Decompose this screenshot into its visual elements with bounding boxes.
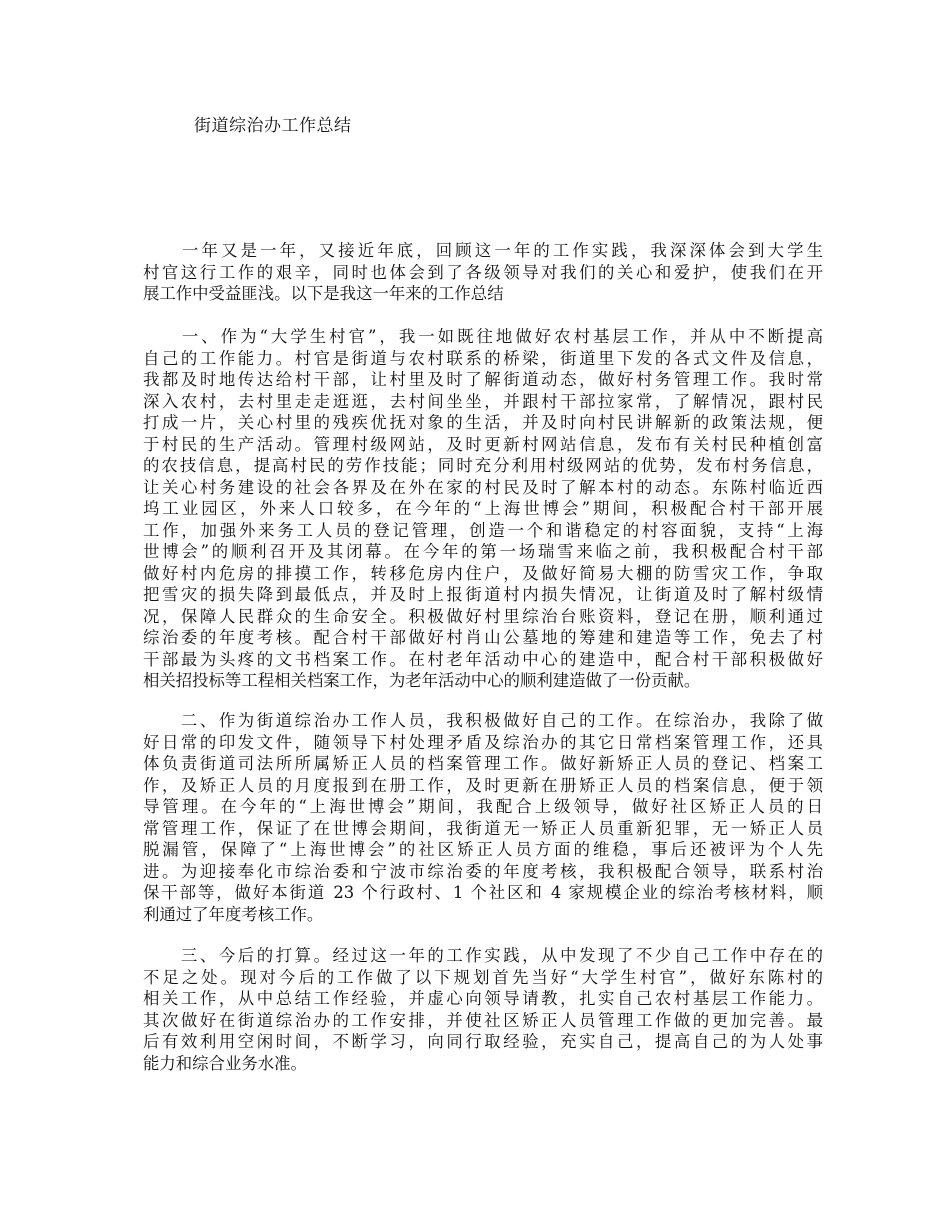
- text-line: 二、作为街道综治办工作人员，我积极做好自己的工作。在综治办，我除了做: [143, 711, 823, 730]
- text-line: 干部最为头疼的文书档案工作。在村老年活动中心的建造中，配合村干部积极做好: [143, 649, 823, 669]
- text-line: 相关工作，从中总结工作经验，并虚心向领导请教，扎实自己农村基层工作能力。: [143, 989, 823, 1008]
- text-line: 不足之处。现对今后的工作做了以下规划首先当好“大学生村官”，做好东陈村的: [143, 967, 823, 987]
- text-line: 的农技信息，提高村民的劳作技能；同时充分利用村级网站的优势，发布村务信息，: [143, 456, 823, 475]
- paragraph-section-two: [143, 710, 823, 925]
- text-line: 常管理工作，保证了在世博会期间，我街道无一矫正人员重新犯罪，无一矫正人员: [143, 818, 823, 838]
- text-line: 相关招投标等工程相关档案工作，为老年活动中心的顺利建造做了一份贡献。: [143, 671, 701, 690]
- text-line: 其次做好在街道综治办的工作安排，并使社区矫正人员管理工作做的更加完善。最: [143, 1010, 823, 1030]
- text-line: 后有效利用空闲时间，不断学习，向同行取经验，充实自己，提高自己的为人处事: [143, 1032, 823, 1051]
- text-line: 进。为迎接奉化市综治委和宁波市综治委的年度考核，我积极配合领导，联系村治: [143, 861, 823, 881]
- text-line: 深入农村，去村里走走逛逛，去村间坐坐，并跟村干部拉家常，了解情况，跟村民: [143, 391, 823, 411]
- text-line: 自己的工作能力。村官是街道与农村联系的桥梁，街道里下发的各式文件及信息，: [143, 348, 823, 368]
- text-line: 导管理。在今年的“上海世博会”期间，我配合上级领导，做好社区矫正人员的日: [143, 797, 823, 816]
- text-line: 好日常的印发文件，随领导下村处理矛盾及综治办的其它日常档案管理工作，还具: [143, 732, 823, 752]
- text-line: 况，保障人民群众的生命安全。积极做好村里综治台账资料，登记在册，顺利通过: [143, 606, 823, 626]
- text-line: 体负责街道司法所所属矫正人员的档案管理工作。做好新矫正人员的登记、档案工: [143, 754, 823, 773]
- text-line: 做好村内危房的排摸工作，转移危房内住户，及做好简易大棚的防雪灾工作，争取: [143, 563, 823, 583]
- text-line: 让关心村务建设的社会各界及在外在家的村民及时了解本村的动态。东陈村临近西: [143, 477, 823, 497]
- text-line: 利通过了年度考核工作。: [143, 904, 324, 924]
- document-title: 街道综治办工作总结: [194, 116, 352, 136]
- text-line: 作，及矫正人员的月度报到在册工作，及时更新在册矫正人员的档案信息，便于领: [143, 775, 823, 795]
- text-line: 工作，加强外来务工人员的登记管理，创造一个和谐稳定的村容面貌，支持“上海: [143, 520, 823, 540]
- text-line: 脱漏管，保障了“上海世博会”的社区矫正人员方面的维稳，事后还被评为个人先: [143, 840, 823, 859]
- paragraph-section-one: [143, 326, 823, 692]
- text-line: 保干部等，做好本街道 23 个行政村、1 个社区和 4 家规模企业的综治考核材料，顺: [143, 883, 823, 902]
- paragraph-intro: [143, 240, 823, 305]
- text-line: 世博会”的顺利召开及其闭幕。在今年的第一场瑞雪来临之前，我积极配合村干部: [143, 542, 823, 561]
- text-line: 于村民的生产活动。管理村级网站，及时更新村网站信息，发布有关村民种植创富: [143, 434, 823, 454]
- text-line: 我都及时地传达给村干部，让村里及时了解街道动态，做好村务管理工作。我时常: [143, 370, 823, 389]
- text-line: 坞工业园区，外来人口较多，在今年的“上海世博会”期间，积极配合村干部开展: [143, 499, 823, 518]
- text-line: 能力和综合业务水准。: [143, 1053, 307, 1073]
- text-line: 把雪灾的损失降到最低点，并及时上报街道村内损失情况，让街道及时了解村级情: [143, 585, 823, 604]
- text-line: 一年又是一年，又接近年底，回顾这一年的工作实践，我深深体会到大学生: [143, 241, 823, 260]
- text-line: 展工作中受益匪浅。以下是我这一年来的工作总结: [143, 284, 504, 303]
- text-line: 三、今后的打算。经过这一年的工作实践，从中发现了不少自己工作中存在的: [143, 946, 823, 965]
- paragraph-section-three: [143, 945, 823, 1074]
- text-line: 一、作为“大学生村官”，我一如既往地做好农村基层工作，并从中不断提高: [143, 327, 823, 346]
- text-line: 综治委的年度考核。配合村干部做好村肖山公墓地的筹建和建造等工作，免去了村: [143, 628, 823, 647]
- text-line: 打成一片，关心村里的残疾优抚对象的生活，并及时向村民讲解新的政策法规，便: [143, 413, 823, 432]
- text-line: 村官这行工作的艰辛，同时也体会到了各级领导对我们的关心和爱护，使我们在开: [143, 262, 823, 282]
